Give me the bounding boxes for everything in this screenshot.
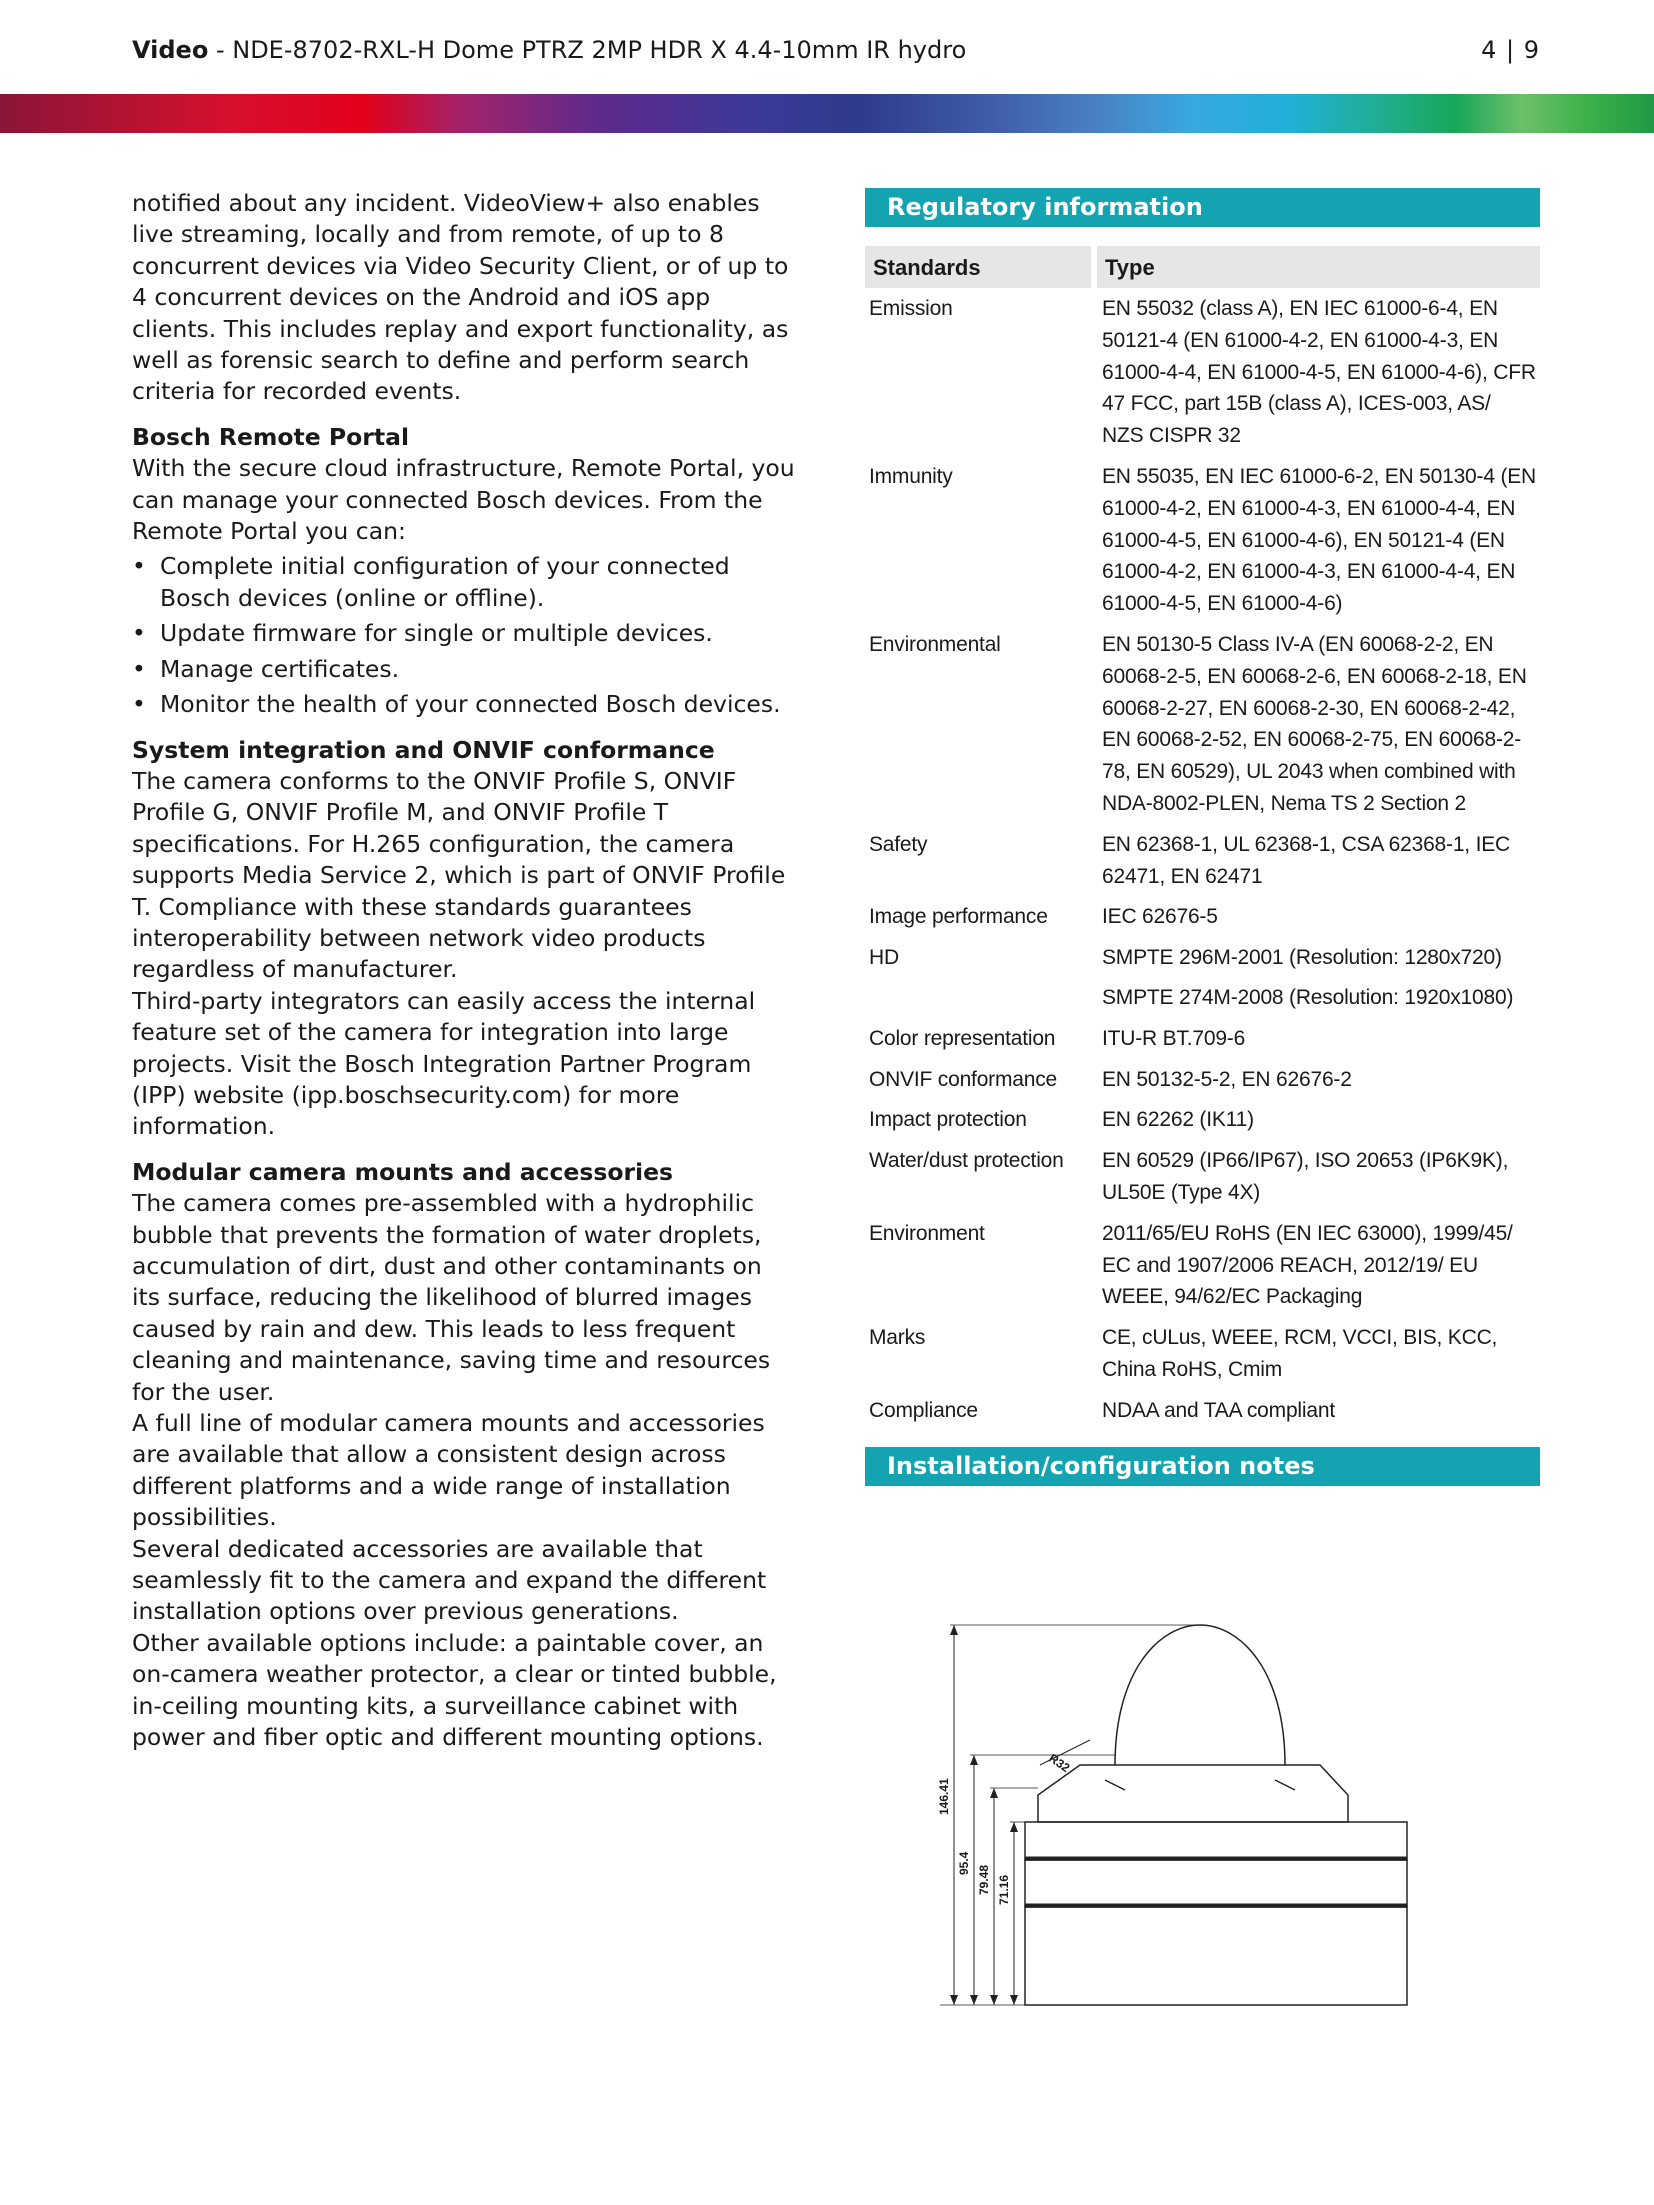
table-row — [865, 937, 1540, 1018]
row-label: Impact protection — [869, 1108, 1027, 1132]
row-label: Emission — [869, 297, 953, 320]
row-value: EN 55032 (class A), EN IEC 61000-6-4, EN 50121-4 (EN 61000-4-2, EN 61000-4-3, EN 61000-4-4, EN 61000-4-5, EN 61000-4-6), CFR 47 FCC, part 15B (class A), ICES-003, AS/ NZS CISPR 32 — [1102, 297, 1536, 448]
table-row — [865, 1018, 1540, 1059]
dimension-label-height-3: 79.48 — [977, 1864, 991, 1895]
row-label: Image performance — [869, 905, 1048, 929]
table-row — [865, 456, 1540, 624]
dimension-label-height-4: 71.16 — [997, 1874, 1011, 1905]
row-value: EN 62368-1, UL 62368-1, CSA 62368-1, IEC 62471, EN 62471 — [1102, 832, 1510, 888]
table-row — [865, 1099, 1540, 1140]
row-value: IEC 62676-5 — [1102, 905, 1218, 929]
row-label: HD — [869, 946, 899, 970]
row-value — [1094, 937, 1540, 1018]
mounts-body-1: The camera comes pre-assembled with a hydrophilic bubble that prevents the formation of water droplets, accumulation of dirt, dust and other contaminants on its surface, reducing the likelihood of blurred images caused by rain and dew. This leads to less frequent cleaning and maintenance, saving time and resources for the user. — [132, 1189, 771, 1406]
row-label: Water/dust protection — [869, 1149, 1064, 1173]
column-header-type: Type — [1094, 246, 1540, 288]
mounts-body-4: Other available options include: a paintable cover, an on-camera weather protector, a clear or tinted bubble, in-ceiling mounting kits, a surveillance cabinet with power and fiber optic and different mounting options. — [132, 1628, 777, 1752]
table-row — [865, 896, 1540, 937]
row-label: Safety — [869, 832, 928, 856]
left-column — [132, 188, 797, 1754]
dome-camera-outline-icon — [930, 1610, 1490, 2030]
mounts-body-3: Several dedicated accessories are available that seamlessly fit to the camera and expand the different installation options over previous generations. — [132, 1534, 767, 1626]
regulatory-table — [865, 246, 1540, 1431]
table-row — [865, 1317, 1540, 1390]
row-value: NDAA and TAA compliant — [1102, 1398, 1335, 1422]
dimension-label-radius: R32 — [1046, 1750, 1073, 1776]
mounts-body-2: A full line of modular camera mounts and accessories are available that allow a consistent design across different platforms and a wide range of installation possibilities. — [132, 1409, 765, 1532]
row-value: EN 50132-5-2, EN 62676-2 — [1102, 1067, 1352, 1091]
row-label: Environment — [869, 1221, 985, 1245]
onvif-heading: System integration and ONVIF conformance — [132, 735, 715, 764]
table-row — [865, 1059, 1540, 1100]
table-row — [865, 1213, 1540, 1317]
table-row — [865, 288, 1540, 456]
list-item: • Manage certificates. — [132, 654, 797, 685]
table-row — [865, 824, 1540, 897]
onvif-body-2: Third-party integrators can easily access the internal feature set of the camera for integration into large projects. Visit the Bosch Integration Partner Program (IPP) website (ipp.boschsecurity.com) for more information. — [132, 986, 756, 1141]
onvif-body-1: The camera conforms to the ONVIF Profile S, ONVIF Profile G, ONVIF Profile M, and ONVIF Profile T specifications. For H.265 configuration, the camera supports Media Service 2, which is part of ONVIF Profile T. Compliance with these standards guarantees interoperability between network video products regardless of manufacturer. — [132, 766, 786, 984]
row-value: EN 60529 (IP66/IP67), ISO 20653 (IP6K9K), UL50E (Type 4X) — [1102, 1149, 1509, 1204]
table-header-row — [865, 246, 1540, 288]
row-label: Marks — [869, 1326, 926, 1350]
table-row — [865, 1140, 1540, 1213]
dimension-label-height-2: 95.4 — [957, 1851, 971, 1875]
right-column — [865, 188, 1540, 1486]
row-label: Immunity — [869, 464, 953, 488]
table-row — [865, 1390, 1540, 1431]
brand-color-stripe — [0, 94, 1654, 133]
list-item: • Update firmware for single or multiple devices. — [132, 618, 797, 649]
row-value-line-2: SMPTE 274M-2008 (Resolution: 1920x1080) — [1102, 985, 1514, 1009]
row-value: EN 55035, EN IEC 61000-6-2, EN 50130-4 (EN 61000-4-2, EN 61000-4-3, EN 61000-4-4, EN 61000-4-5, EN 61000-4-6), EN 50121-4 (EN 61000-4-2, EN 61000-4-3, EN 61000-4-4, EN 61000-4-5, EN 61000-4-6) — [1102, 464, 1537, 616]
camera-dimension-drawing — [930, 1610, 1490, 2030]
header-title-category: Video — [132, 36, 209, 64]
row-label: Compliance — [869, 1398, 978, 1422]
row-value: EN 50130-5 Class IV-A (EN 60068-2-2, EN 60068-2-5, EN 60068-2-6, EN 60068-2-18, EN 60068-2-27, EN 60068-2-30, EN 60068-2-42, EN 60068-2-52, EN 60068-2-75, EN 60068-2-78, EN 60529), UL 2043 when combined with NDA-8002-PLEN, Nema TS 2 Section 2 — [1102, 632, 1527, 815]
remote-portal-body: With the secure cloud infrastructure, Remote Portal, you can manage your connected Bosch devices. From the Remote Portal you can: — [132, 454, 795, 546]
row-label: Environmental — [869, 632, 1001, 656]
row-value: CE, cULus, WEEE, RCM, VCCI, BIS, KCC, China RoHS, Cmim — [1102, 1326, 1498, 1381]
page-number: 4 | 9 — [1481, 36, 1540, 64]
remote-portal-heading: Bosch Remote Portal — [132, 422, 410, 451]
row-label: Color representation — [869, 1026, 1056, 1050]
row-value: ITU-R BT.709-6 — [1102, 1026, 1246, 1050]
row-value: 2011/65/EU RoHS (EN IEC 63000), 1999/45/ EC and 1907/2006 REACH, 2012/19/ EU WEEE, 94/62/EC Packaging — [1102, 1221, 1513, 1309]
list-item: • Complete initial configuration of your connected Bosch devices (online or offline). — [132, 551, 797, 614]
row-label: ONVIF conformance — [869, 1067, 1057, 1091]
page-header — [132, 36, 1540, 72]
installation-section-title: Installation/configuration notes — [865, 1447, 1540, 1486]
remote-portal-bullet-list — [132, 551, 797, 720]
list-item: • Monitor the health of your connected Bosch devices. — [132, 689, 797, 720]
column-header-standards: Standards — [865, 246, 1094, 288]
dimension-label-total-height: 146.41 — [937, 1778, 951, 1815]
intro-paragraph: notified about any incident. VideoView+ also enables live streaming, locally and from remote, of up to 8 concurrent devices via Video Security Client, or of up to 4 concurrent devices on the Android and iOS app clients. This includes replay and export functionality, as well as forensic search to define and perform search criteria for recorded events. — [132, 189, 789, 406]
table-row — [865, 624, 1540, 824]
mounts-heading: Modular camera mounts and accessories — [132, 1157, 674, 1186]
row-value: EN 62262 (IK11) — [1102, 1108, 1254, 1132]
row-value-line-1: SMPTE 296M-2001 (Resolution: 1280x720) — [1102, 946, 1502, 970]
regulatory-section-title: Regulatory information — [865, 188, 1540, 227]
header-title-product: - NDE-8702-RXL-H Dome PTRZ 2MP HDR X 4.4-10mm IR hydro — [208, 36, 967, 64]
